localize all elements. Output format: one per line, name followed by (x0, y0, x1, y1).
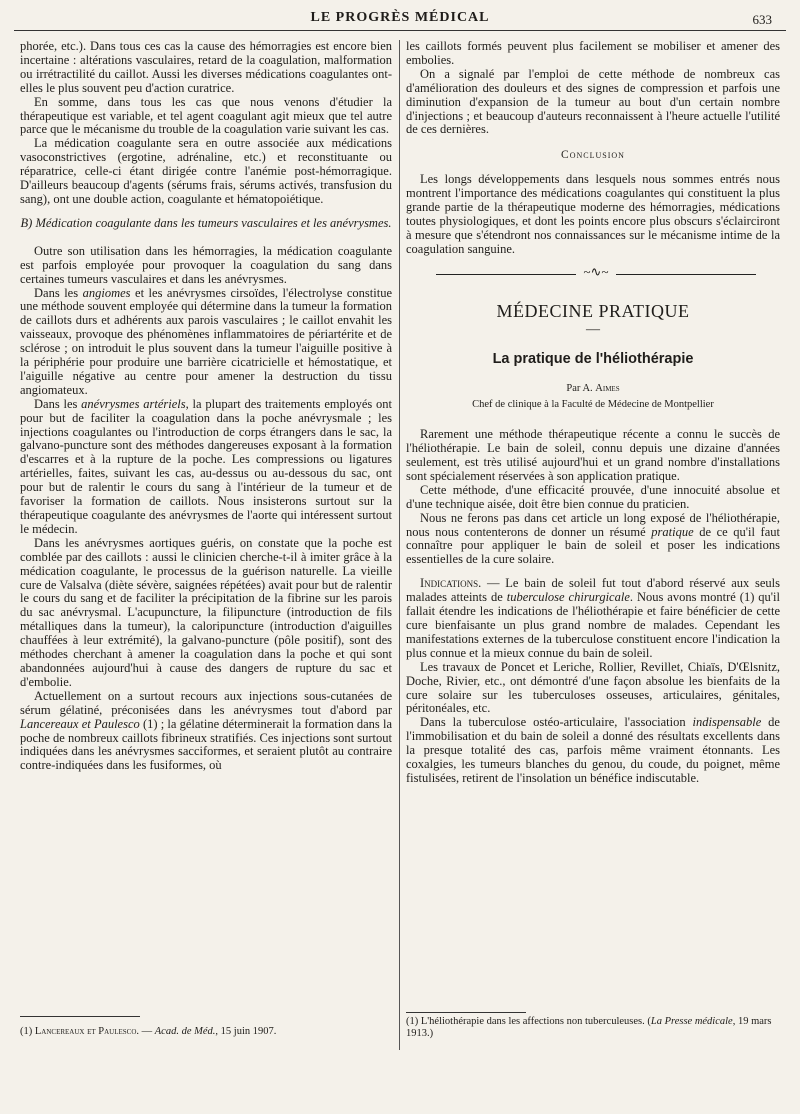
italic-term: anévrysmes artériels (81, 396, 186, 411)
page-header (0, 8, 800, 30)
italic-term: angiomes (82, 285, 131, 300)
text-run: de l'immobilisation et du bain de soleil a donné des résultats excellents dans la presque totalité des cas, parfois même vraiment étonnants. Les coxalgies, les tumeurs blanches du genou, du coude, du poignet, même fistulisées, retirent de l'insolation un bénéfice indiscutable. (406, 715, 780, 785)
subheading-text: Médication coagulante dans les tumeurs vasculaires et les anévrysmes. (35, 215, 392, 230)
paragraph (20, 398, 392, 537)
separator-line-right (616, 274, 756, 275)
left-column (20, 40, 392, 1114)
footnote-sep: — (139, 1026, 155, 1037)
text-run: et les anévrysmes cirsoïdes, l'électrolyse constitue une méthode souvent employée qui détermine dans la tumeur la formation de caillots durs et adhérents aux parois vasculaires ; le caillot envahit les vaisseaux, provoque des phénomènes inflammatoires de périartérite et de sclérose ; on introduit le plus souvent dans la tumeur l'aiguille positive à la périphérie pour produire une barrière cicatricielle et hémostatique, et l'aiguille négative au centre pour amener la destruction du tissu angiomateux. (20, 285, 393, 397)
text-run: . Nous avons montré (1) qu'il fallait étendre les indications de l'héliothérapie et faire bénéficier de cette cure bienfaisante un plus grand nombre de malades. Cependant les manifestations externes de la tuberculose constituent encore l'indication la plus connue et la mieux connue du bain de soleil. (406, 590, 781, 660)
conclusion-heading: Conclusion (561, 149, 625, 162)
italic-term: indispensable (692, 715, 762, 730)
running-title: LE PROGRÈS MÉDICAL (310, 10, 490, 25)
footnote-journal: La Presse médicale (650, 1016, 733, 1027)
text-run: Actuellement on a surtout recours aux injections sous-cutanées de sérum gélatiné, préconisées dans les anévrysmes tout d'abord par (20, 688, 392, 717)
column-divider (399, 40, 400, 1050)
paragraph: Dans les anévrysmes aortiques guéris, on constate que la poche est comblée par des caillots : aussi le clinicien cherche-t-il à imiter grâce à la médication coagulante, le processus de la guérison naturelle. La vieille cure de Valsalva (diète sévère, saignées répétées) avait pour but de ralentir le cours du sang et de faciliter la précipitation de la fibrine sur les parois du sac anévrysmal. L'acupuncture, la filipuncture (introduction de fils métalliques dans la tumeur), la caloripuncture (introduction d'aiguilles chauffées à leur extrémité), la galvano-puncture (pôle positif), sont des méthodes cherchant à amener la coagulation dans la poche et qui sont abandonnées aujourd'hui à cause des dangers de rupture du sac et d'embolie. (20, 535, 392, 689)
section-dash: — (586, 321, 600, 337)
paragraph: les caillots formés peuvent plus facilement se mobiliser et amener des embolies. (406, 39, 780, 67)
paragraph: En somme, dans tous les cas que nous venons d'étudier la thérapeutique est variable, et tel agent coagulant agit mieux que tel autre parce que le mécanisme du trouble de la coagulation varie suivant les cas. (20, 94, 392, 137)
text-run: — Le bain de soleil fut tout d'abord réservé aux seuls malades atteints de (406, 576, 780, 605)
article-title: La pratique de l'héliothérapie (492, 350, 694, 367)
footnote-marker: (1) (20, 1026, 35, 1037)
text-run: (1) ; la gélatine déterminerait la formation dans la poche de nombreux caillots fibrineux stratifiés. Ces injections sont surtout indiquées dans les anévrysmes sacciformes, et seraient plutôt au contraire contre-indiquées dans les fusiformes, où (20, 716, 393, 773)
italic-term: tuberculose chirurgicale (506, 590, 630, 605)
text-run: Dans la tuberculose ostéo-articulaire, l'association (420, 715, 693, 730)
italic-authors: Lancereaux et Paulesco (20, 716, 140, 731)
paragraph (406, 716, 780, 786)
paragraph: Rarement une méthode thérapeutique récente a connu le succès de l'héliothérapie. Le bain de soleil, connu depuis une dizaine d'années seulement, est très utilisé aujourd'hui et un grand nombre d'installations sont spécialement réservées à son application pratique. (406, 427, 780, 483)
footnote-rule-right (406, 1012, 526, 1013)
page-number: 633 (752, 12, 772, 27)
paragraph: On a signalé par l'emploi de cette méthode de nombreux cas d'amélioration des douleurs et des signes de compression et parfois une diminution d'expansion de la tumeur au bout d'un certain nombre d'injections ; et beaucoup d'auteurs reconnaissent à l'heure actuelle l'utilité de ces dernières. (406, 66, 780, 137)
footnote-journal: Acad. de Méd. (154, 1026, 216, 1037)
paragraph (20, 287, 392, 398)
italic-term: pratique (651, 524, 694, 539)
footnote-date: , 19 mars 1913.) (406, 1016, 772, 1039)
text-run: de ce qu'il faut connaître pour appliquer le bain de soleil et poser les indications essentielles de la cure solaire. (406, 524, 780, 567)
paragraph: Les longs développements dans lesquels nous sommes entrés nous montrent l'importance des médications coagulantes qui constituent la plus grande partie de la thérapeutique moderne des hémorragies, médications toutes physiologiques, et dont les points encore plus obscurs s'éclairciront à mesure que s'étendront nos connaissances sur le mécanisme intime de la coagulation sanguine. (406, 172, 780, 256)
paragraph: La médication coagulante sera en outre associée aux médications vasoconstrictives (ergotine, adrénaline, etc.) et reconstituante ou réparatrice, celle-ci étant dirigée contre l'anémie post-hémorragique. D'ailleurs beaucoup d'agents (sérums frais, sérums activés, transfusion du sang), ont une double action, coagulante et hématopoiétique. (20, 136, 392, 206)
separator-ornament: ~∿~ (583, 263, 609, 279)
paragraph: Outre son utilisation dans les hémorragies, la médication coagulante est parfois employée pour provoquer la coagulation du sang dans certaines tumeurs vasculaires et dans les anévrysmes. (20, 243, 392, 286)
indications-heading: Indications. (420, 576, 482, 591)
text-run: , la plupart des traitements employés ont pour but de faciliter la coagulation dans la poche anévrysmale ; les injections coagulantes ou l'introduction de corps étrangers dans le sac, la galvano-puncture sont des méthodes dangereuses exposant à la formation d'escarres et à la rupture de la poche. Les compressions ou ligatures artérielles, faites, suivant les cas, au-dessus ou au-dessous du sac, ont pour but de ralentir le cours du sang à l'intérieur de la tumeur et de favoriser la formation de caillots. Nous insisterons surtout sur la thérapeutique coagulante des anévrysmes de l'aorte qui intéressent surtout le médecin. (20, 396, 392, 536)
footnote-date: , 15 juin 1907. (215, 1026, 277, 1037)
paragraph (20, 690, 392, 773)
header-rule (14, 30, 786, 31)
author-name: Aimes (595, 383, 620, 395)
text-run: Dans les (34, 285, 83, 300)
footnote-rule-left (20, 1016, 140, 1017)
right-column (406, 40, 780, 1114)
paragraph (406, 577, 780, 660)
byline-prefix: Par A. (566, 383, 596, 395)
text-run: Dans les (34, 396, 82, 411)
section-subheading (20, 217, 392, 231)
paragraph: Les travaux de Poncet et Leriche, Rollier, Revillet, Chiaïs, D'Œlsnitz, Doche, Rivier, etc., ont démontré d'une façon absolue les bienfaits de la cure solaire sur les tuberculoses osseuses, articulaires, génitales, péritonéales, etc. (406, 659, 780, 716)
section-title: MÉDECINE PRATIQUE (496, 300, 690, 321)
author-affiliation: Chef de clinique à la Faculté de Médecine de Montpellier (472, 399, 714, 411)
footnote-authors: Lancereaux et Paulesco. (34, 1026, 139, 1037)
paragraph (406, 512, 780, 568)
byline (406, 382, 780, 396)
paragraph: phorée, etc.). Dans tous ces cas la cause des hémorragies est encore bien incertaine : altérations vasculaires, retard de la coagulation, malformation ou irrétractilité du caillot. Aussi les diverses médications coagulantes ont-elles le plus souvent peu d'action curatrice. (20, 39, 392, 95)
footnote-right (406, 1016, 780, 1040)
text-run: Nous ne ferons pas dans cet article un long exposé de l'héliothérapie, nous nous contenterons de donner un résumé (406, 510, 780, 539)
footnote-left (20, 1026, 392, 1038)
footnote-text: (1) L'héliothérapie dans les affections non tuberculeuses. ( (406, 1016, 651, 1027)
paragraph: Cette méthode, d'une efficacité prouvée, d'une innocuité absolue et d'une technique aisée, doit être bien connue du praticien. (406, 482, 780, 511)
section-separator (406, 265, 780, 285)
subheading-prefix: B) (20, 215, 36, 230)
separator-line-left (436, 274, 576, 275)
